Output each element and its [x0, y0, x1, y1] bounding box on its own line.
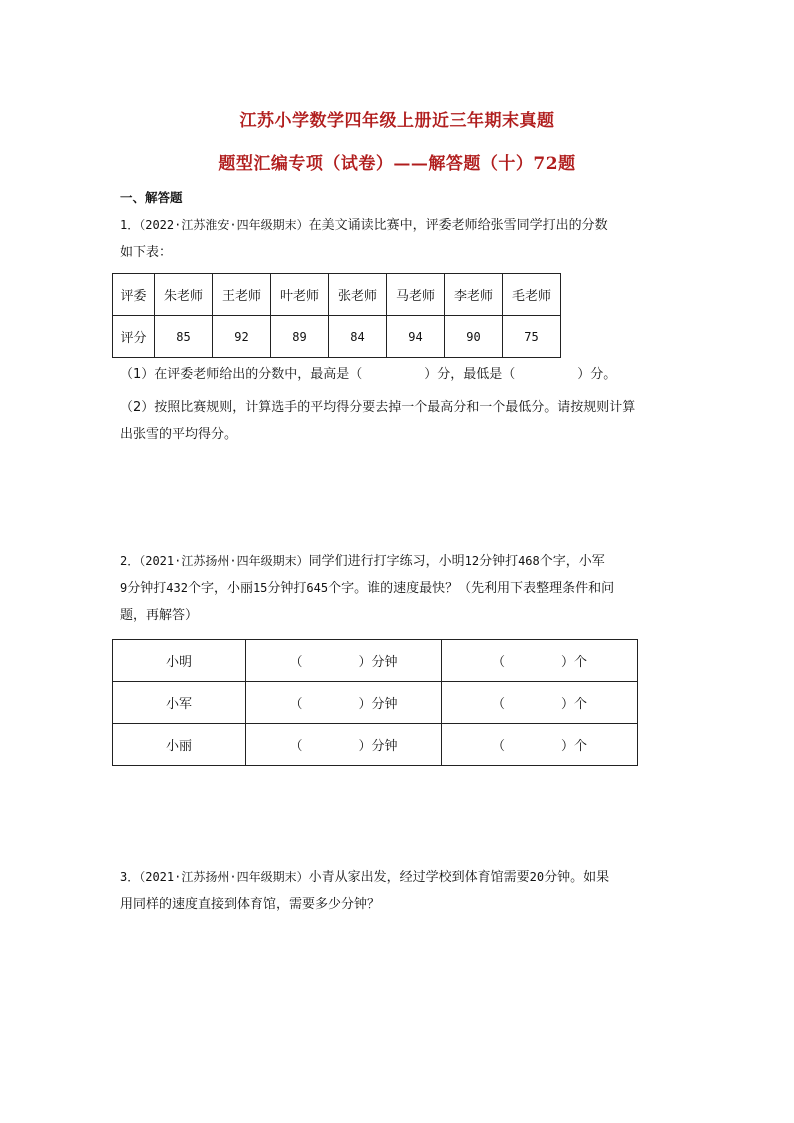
student-name: 小明 — [113, 640, 246, 682]
row-label-scores: 评分 — [113, 316, 155, 358]
document-title: 江苏小学数学四年级上册近三年期末真题 — [239, 111, 555, 131]
question-1-stem: 1．（2022·江苏淮安·四年级期末）在美文诵读比赛中，评委老师给张雪同学打出的分数 如下表： — [120, 218, 608, 260]
row-label-judges: 评委 — [113, 274, 155, 316]
count-cell[interactable]: （ ）个 — [442, 640, 638, 682]
question-1-sub1: （1）在评委老师给出的分数中，最高是（ ）分，最低是（ ）分。 — [120, 367, 617, 382]
teacher-cell: 叶老师 — [271, 274, 329, 316]
section-heading: 一、解答题 — [120, 190, 183, 205]
question-2-stem: 2．（2021·江苏扬州·四年级期末）同学们进行打字练习，小明12分钟打468个字，小军 9分钟打432个字，小丽15分钟打645个字。谁的速度最快？（先利用下表整理条件和问 题，再解答） — [120, 554, 615, 623]
score-cell: 89 — [271, 316, 329, 358]
teacher-cell: 马老师 — [387, 274, 445, 316]
question-3-stem: 3．（2021·江苏扬州·四年级期末）小青从家出发，经过学校到体育馆需要20分钟。如果 用同样的速度直接到体育馆，需要多少分钟？ — [120, 870, 610, 912]
question-3-source: （2021·江苏扬州·四年级期末） — [139, 870, 309, 884]
question-1-sub2: （2）按照比赛规则，计算选手的平均得分要去掉一个最高分和一个最低分。请按规则计算 出张雪的平均得分。 — [120, 400, 636, 442]
score-cell: 92 — [213, 316, 271, 358]
student-name: 小军 — [113, 682, 246, 724]
document-subtitle: 题型汇编专项（试卷）——解答题（十）72题 — [218, 154, 576, 174]
minutes-cell[interactable]: （ ）分钟 — [246, 640, 442, 682]
teacher-cell: 毛老师 — [503, 274, 561, 316]
score-cell: 75 — [503, 316, 561, 358]
student-name: 小丽 — [113, 724, 246, 766]
teacher-cell: 王老师 — [213, 274, 271, 316]
score-table — [112, 273, 561, 358]
score-cell: 94 — [387, 316, 445, 358]
typing-table — [112, 639, 638, 766]
question-1-number: 1． — [120, 218, 140, 232]
teacher-cell: 朱老师 — [155, 274, 213, 316]
teacher-cell: 张老师 — [329, 274, 387, 316]
score-cell: 90 — [445, 316, 503, 358]
teacher-cell: 李老师 — [445, 274, 503, 316]
question-2-number: 2． — [120, 554, 140, 568]
score-cell: 85 — [155, 316, 213, 358]
score-cell: 84 — [329, 316, 387, 358]
table-row — [113, 724, 638, 766]
table-row — [113, 682, 638, 724]
question-3-number: 3． — [120, 870, 140, 884]
count-cell[interactable]: （ ）个 — [442, 682, 638, 724]
minutes-cell[interactable]: （ ）分钟 — [246, 724, 442, 766]
question-1-source: （2022·江苏淮安·四年级期末） — [139, 218, 309, 232]
count-cell[interactable]: （ ）个 — [442, 724, 638, 766]
table-row — [113, 274, 561, 316]
table-row — [113, 316, 561, 358]
minutes-cell[interactable]: （ ）分钟 — [246, 682, 442, 724]
question-2-source: （2021·江苏扬州·四年级期末） — [139, 554, 309, 568]
table-row — [113, 640, 638, 682]
